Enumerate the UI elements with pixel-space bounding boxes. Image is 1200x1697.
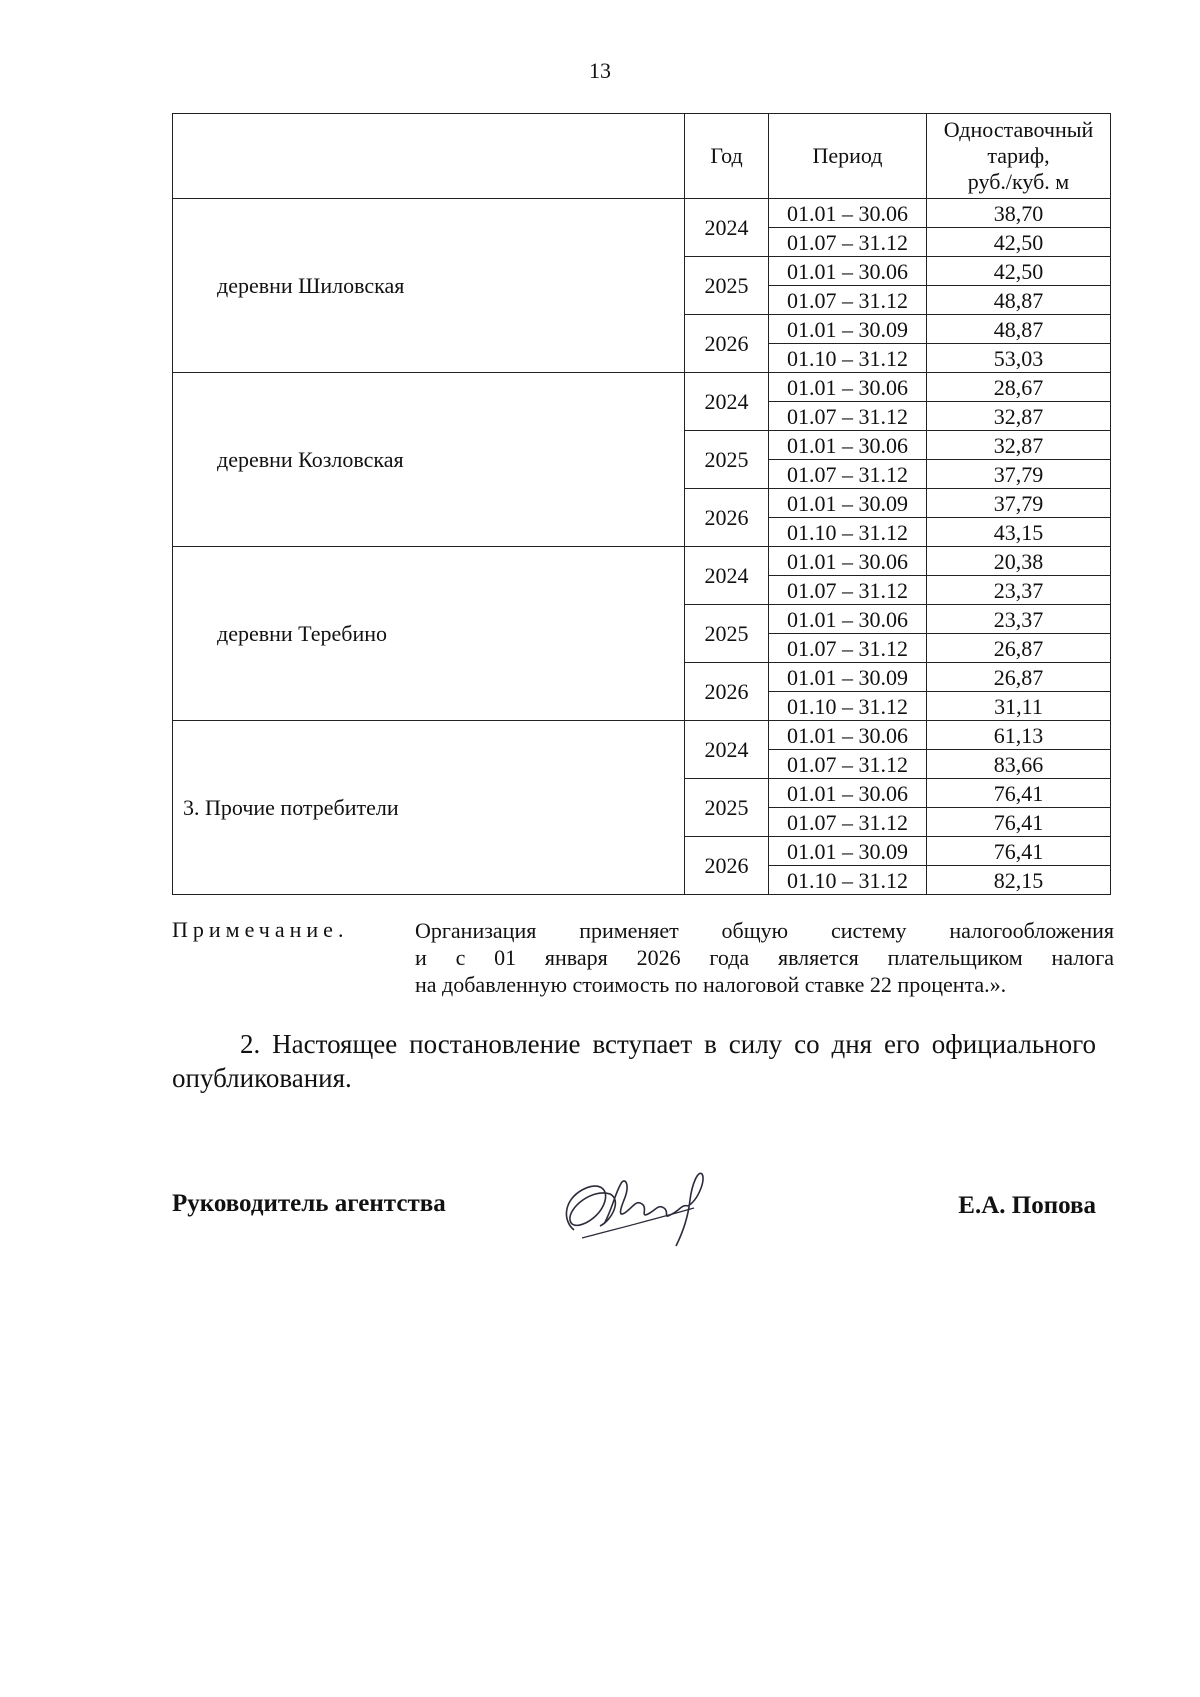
tariff-cell: 42,50 [927,257,1111,286]
tariff-cell: 32,87 [927,402,1111,431]
period-cell: 01.07 – 31.12 [769,460,927,489]
period-cell: 01.07 – 31.12 [769,286,927,315]
position-title: Руководитель агентства [172,1190,446,1217]
tariff-cell: 76,41 [927,779,1111,808]
tariff-cell: 28,67 [927,373,1111,402]
period-cell: 01.01 – 30.06 [769,605,927,634]
consumer-cell: деревни Козловская [173,373,685,547]
tariff-cell: 23,37 [927,576,1111,605]
period-cell: 01.10 – 31.12 [769,866,927,895]
table-row [173,721,1111,750]
period-cell: 01.10 – 31.12 [769,344,927,373]
year-cell: 2024 [685,199,769,257]
table-row [173,199,1111,228]
year-cell: 2024 [685,373,769,431]
table-header-row [173,114,1111,199]
note-line: Организация применяет общую систему налогообложения [415,918,1114,943]
period-cell: 01.01 – 30.09 [769,489,927,518]
signature-block [172,1160,1096,1280]
tariff-cell: 48,87 [927,286,1111,315]
year-cell: 2025 [685,779,769,837]
tariff-cell: 20,38 [927,547,1111,576]
consumer-cell: деревни Теребино [173,547,685,721]
period-cell: 01.10 – 31.12 [769,692,927,721]
tariff-cell: 42,50 [927,228,1111,257]
tariff-cell: 43,15 [927,518,1111,547]
period-cell: 01.07 – 31.12 [769,576,927,605]
period-cell: 01.07 – 31.12 [769,634,927,663]
header-tariff-line: тариф, [987,143,1050,168]
tariff-cell: 23,37 [927,605,1111,634]
tariff-cell: 32,87 [927,431,1111,460]
period-cell: 01.01 – 30.06 [769,547,927,576]
clause-paragraph [172,1027,1096,1095]
year-cell: 2026 [685,489,769,547]
tariff-cell: 83,66 [927,750,1111,779]
period-cell: 01.01 – 30.06 [769,257,927,286]
period-cell: 01.01 – 30.06 [769,373,927,402]
period-cell: 01.01 – 30.06 [769,199,927,228]
note-label: Примечание. [172,917,349,942]
year-cell: 2024 [685,721,769,779]
period-cell: 01.01 – 30.06 [769,779,927,808]
tariff-cell: 26,87 [927,663,1111,692]
table-row [173,547,1111,576]
tariff-cell: 37,79 [927,460,1111,489]
year-cell: 2026 [685,315,769,373]
year-cell: 2025 [685,431,769,489]
year-cell: 2026 [685,837,769,895]
year-cell: 2024 [685,547,769,605]
tariff-cell: 48,87 [927,315,1111,344]
signer-name: Е.А. Попова [958,1192,1096,1219]
tariff-cell: 31,11 [927,692,1111,721]
page-number: 13 [589,58,611,83]
year-cell: 2025 [685,257,769,315]
period-cell: 01.01 – 30.06 [769,721,927,750]
handwritten-signature [552,1160,722,1260]
tariff-cell: 38,70 [927,199,1111,228]
note-line: на добавленную стоимость по налоговой ставке 22 процента.». [415,972,1007,997]
header-consumer [173,114,685,199]
period-cell: 01.01 – 30.09 [769,837,927,866]
note-line: и с 01 января 2026 года является плательщиком налога [415,945,1114,970]
period-cell: 01.01 – 30.09 [769,315,927,344]
table-row [173,373,1111,402]
period-cell: 01.01 – 30.06 [769,431,927,460]
table-body [173,199,1111,895]
tariff-table [172,113,1111,895]
period-cell: 01.07 – 31.12 [769,228,927,257]
tariff-cell: 76,41 [927,837,1111,866]
period-cell: 01.10 – 31.12 [769,518,927,547]
header-tariff-line: Одноставочный [943,117,1094,142]
tariff-cell: 82,15 [927,866,1111,895]
consumer-cell: 3. Прочие потребители [173,721,685,895]
tariff-cell: 37,79 [927,489,1111,518]
consumer-cell: деревни Шиловская [173,199,685,373]
header-tariff [927,114,1111,199]
tariff-cell: 53,03 [927,344,1111,373]
year-cell: 2025 [685,605,769,663]
header-year: Год [685,114,769,199]
header-period: Период [769,114,927,199]
tariff-cell: 76,41 [927,808,1111,837]
tariff-cell: 61,13 [927,721,1111,750]
clause-line: опубликования. [172,1063,352,1093]
year-cell: 2026 [685,663,769,721]
period-cell: 01.07 – 31.12 [769,402,927,431]
period-cell: 01.07 – 31.12 [769,750,927,779]
period-cell: 01.01 – 30.09 [769,663,927,692]
note-text [415,917,1114,998]
tariff-cell: 26,87 [927,634,1111,663]
clause-line: 2. Настоящее постановление вступает в силу со дня его официального [240,1029,1096,1059]
period-cell: 01.07 – 31.12 [769,808,927,837]
header-tariff-line: руб./куб. м [967,169,1070,194]
